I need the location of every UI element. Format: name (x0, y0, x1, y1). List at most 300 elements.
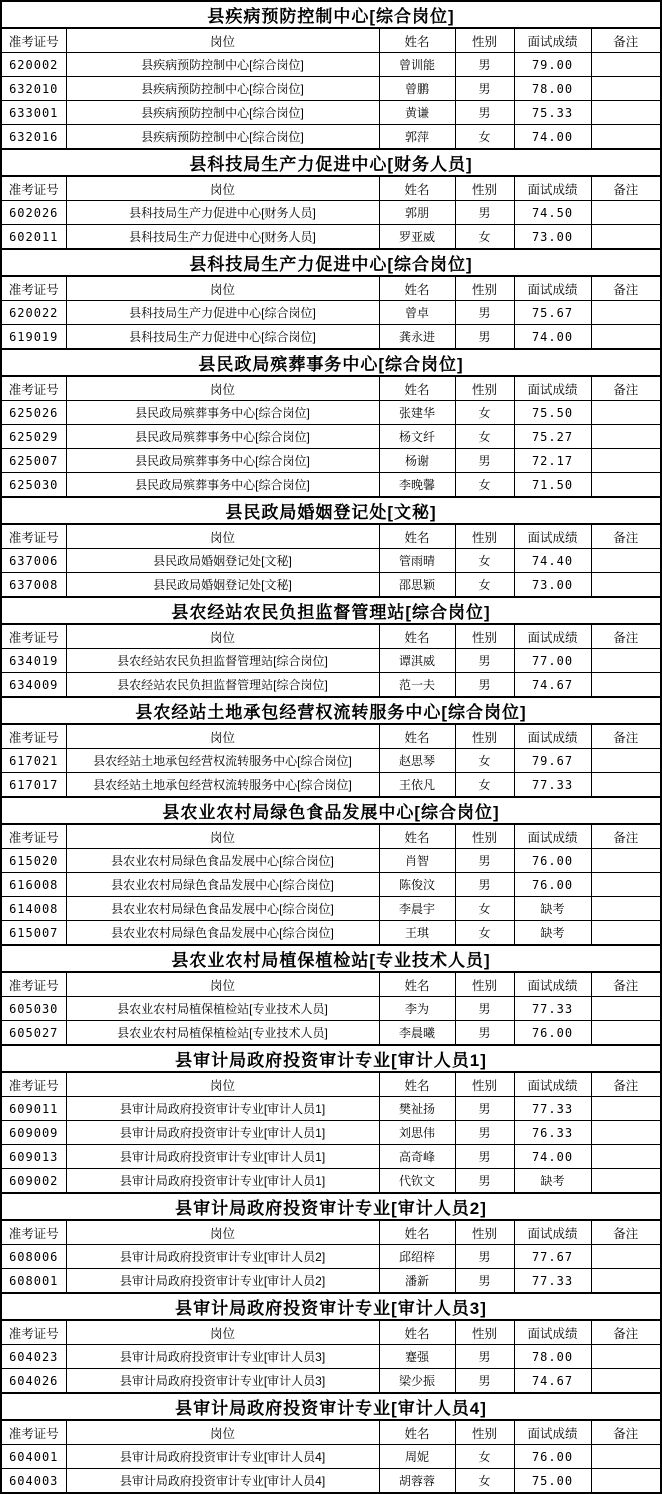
cell-gender: 男 (455, 325, 514, 350)
cell-score: 77.33 (514, 997, 591, 1021)
cell-name: 郭朋 (379, 201, 455, 225)
table-row (1, 1345, 661, 1369)
table-row (1, 301, 661, 325)
column-header-gender: 性别 (455, 276, 514, 301)
column-header-note: 备注 (591, 176, 661, 201)
cell-name: 谭淇威 (379, 649, 455, 673)
cell-name: 李为 (379, 997, 455, 1021)
column-header-note: 备注 (591, 28, 661, 53)
cell-name: 赵思琴 (379, 749, 455, 773)
cell-score: 76.00 (514, 1445, 591, 1469)
cell-note (591, 897, 661, 921)
cell-gender: 女 (455, 225, 514, 250)
cell-score: 74.50 (514, 201, 591, 225)
cell-position: 县民政局殡葬事务中心[综合岗位] (66, 425, 379, 449)
column-header-score: 面试成绩 (514, 1320, 591, 1345)
column-header-gender: 性别 (455, 1072, 514, 1097)
table-row (1, 77, 661, 101)
cell-name: 樊祉扬 (379, 1097, 455, 1121)
column-header-name: 姓名 (379, 1420, 455, 1445)
cell-name: 潘新 (379, 1269, 455, 1294)
cell-position: 县审计局政府投资审计专业[审计人员3] (66, 1369, 379, 1394)
cell-position: 县农业农村局绿色食品发展中心[综合岗位] (66, 921, 379, 946)
column-header-name: 姓名 (379, 28, 455, 53)
table-row (1, 1145, 661, 1169)
column-header-id: 准考证号 (1, 1072, 66, 1097)
cell-gender: 男 (455, 201, 514, 225)
cell-name: 曾鹏 (379, 77, 455, 101)
cell-name: 黄谦 (379, 101, 455, 125)
cell-score: 75.27 (514, 425, 591, 449)
column-header-position: 岗位 (66, 1072, 379, 1097)
cell-note (591, 773, 661, 798)
cell-name: 范一夫 (379, 673, 455, 698)
section-title: 县科技局生产力促进中心[财务人员] (1, 149, 661, 176)
cell-id: 609002 (1, 1169, 66, 1194)
cell-gender: 女 (455, 125, 514, 150)
column-header-note: 备注 (591, 1072, 661, 1097)
cell-position: 县农业农村局绿色食品发展中心[综合岗位] (66, 873, 379, 897)
column-header-id: 准考证号 (1, 1420, 66, 1445)
cell-position: 县审计局政府投资审计专业[审计人员1] (66, 1097, 379, 1121)
cell-position: 县疾病预防控制中心[综合岗位] (66, 77, 379, 101)
table-row (1, 425, 661, 449)
column-header-name: 姓名 (379, 376, 455, 401)
table-row (1, 673, 661, 698)
cell-gender: 女 (455, 425, 514, 449)
table-row (1, 225, 661, 250)
cell-id: 615020 (1, 849, 66, 873)
column-header-position: 岗位 (66, 724, 379, 749)
section-title: 县审计局政府投资审计专业[审计人员2] (1, 1193, 661, 1220)
cell-gender: 女 (455, 749, 514, 773)
column-header-score: 面试成绩 (514, 1420, 591, 1445)
table-row (1, 325, 661, 350)
column-header-gender: 性别 (455, 176, 514, 201)
column-header-note: 备注 (591, 524, 661, 549)
cell-note (591, 401, 661, 425)
cell-score: 75.50 (514, 401, 591, 425)
cell-position: 县科技局生产力促进中心[综合岗位] (66, 301, 379, 325)
column-header-id: 准考证号 (1, 624, 66, 649)
cell-name: 杨文纤 (379, 425, 455, 449)
cell-position: 县民政局婚姻登记处[文秘] (66, 573, 379, 598)
section-title: 县农经站农民负担监督管理站[综合岗位] (1, 597, 661, 624)
cell-gender: 男 (455, 849, 514, 873)
cell-note (591, 873, 661, 897)
cell-gender: 男 (455, 77, 514, 101)
cell-score: 72.17 (514, 449, 591, 473)
cell-score: 79.67 (514, 749, 591, 773)
column-header-note: 备注 (591, 624, 661, 649)
cell-position: 县农经站土地承包经营权流转服务中心[综合岗位] (66, 773, 379, 798)
cell-name: 陈俊汶 (379, 873, 455, 897)
cell-name: 代钦文 (379, 1169, 455, 1194)
cell-gender: 女 (455, 773, 514, 798)
cell-note (591, 53, 661, 77)
column-header-note: 备注 (591, 972, 661, 997)
cell-id: 602011 (1, 225, 66, 250)
column-header-note: 备注 (591, 824, 661, 849)
column-header-note: 备注 (591, 376, 661, 401)
cell-id: 614008 (1, 897, 66, 921)
cell-position: 县科技局生产力促进中心[财务人员] (66, 225, 379, 250)
column-header-score: 面试成绩 (514, 972, 591, 997)
cell-gender: 女 (455, 1469, 514, 1494)
cell-id: 633001 (1, 101, 66, 125)
cell-id: 619019 (1, 325, 66, 350)
cell-position: 县农业农村局绿色食品发展中心[综合岗位] (66, 897, 379, 921)
cell-name: 周妮 (379, 1445, 455, 1469)
cell-gender: 女 (455, 573, 514, 598)
cell-name: 邱绍梓 (379, 1245, 455, 1269)
cell-id: 625026 (1, 401, 66, 425)
cell-id: 608001 (1, 1269, 66, 1294)
column-header-id: 准考证号 (1, 1320, 66, 1345)
cell-score: 76.00 (514, 873, 591, 897)
cell-score: 73.00 (514, 573, 591, 598)
cell-gender: 男 (455, 1345, 514, 1369)
column-header-note: 备注 (591, 1220, 661, 1245)
column-header-name: 姓名 (379, 972, 455, 997)
cell-note (591, 1369, 661, 1394)
cell-score: 77.33 (514, 773, 591, 798)
cell-note (591, 1445, 661, 1469)
column-header-score: 面试成绩 (514, 624, 591, 649)
cell-id: 625029 (1, 425, 66, 449)
column-header-position: 岗位 (66, 28, 379, 53)
cell-gender: 男 (455, 1121, 514, 1145)
cell-score: 78.00 (514, 1345, 591, 1369)
column-header-name: 姓名 (379, 1320, 455, 1345)
cell-note (591, 225, 661, 250)
table-row (1, 1245, 661, 1269)
cell-name: 李晨曦 (379, 1021, 455, 1046)
cell-gender: 男 (455, 1145, 514, 1169)
cell-id: 604026 (1, 1369, 66, 1394)
cell-note (591, 425, 661, 449)
cell-name: 王琪 (379, 921, 455, 946)
column-header-position: 岗位 (66, 1420, 379, 1445)
table-row (1, 201, 661, 225)
cell-note (591, 1145, 661, 1169)
cell-score: 76.00 (514, 849, 591, 873)
section-title: 县民政局婚姻登记处[文秘] (1, 497, 661, 524)
cell-id: 609013 (1, 1145, 66, 1169)
cell-id: 634019 (1, 649, 66, 673)
column-header-note: 备注 (591, 1320, 661, 1345)
cell-position: 县农经站农民负担监督管理站[综合岗位] (66, 673, 379, 698)
cell-score: 77.33 (514, 1269, 591, 1294)
cell-position: 县民政局殡葬事务中心[综合岗位] (66, 449, 379, 473)
cell-note (591, 1121, 661, 1145)
cell-position: 县疾病预防控制中心[综合岗位] (66, 53, 379, 77)
cell-position: 县审计局政府投资审计专业[审计人员4] (66, 1469, 379, 1494)
table-row (1, 773, 661, 798)
table-row (1, 1269, 661, 1294)
cell-note (591, 473, 661, 498)
cell-id: 615007 (1, 921, 66, 946)
cell-id: 616008 (1, 873, 66, 897)
cell-name: 杨谢 (379, 449, 455, 473)
cell-name: 曾训能 (379, 53, 455, 77)
column-header-score: 面试成绩 (514, 176, 591, 201)
column-header-name: 姓名 (379, 1220, 455, 1245)
cell-score: 73.00 (514, 225, 591, 250)
column-header-name: 姓名 (379, 624, 455, 649)
column-header-position: 岗位 (66, 624, 379, 649)
cell-gender: 男 (455, 873, 514, 897)
column-header-id: 准考证号 (1, 1220, 66, 1245)
section-title: 县农业农村局绿色食品发展中心[综合岗位] (1, 797, 661, 824)
column-header-id: 准考证号 (1, 276, 66, 301)
cell-gender: 男 (455, 997, 514, 1021)
cell-note (591, 673, 661, 698)
column-header-gender: 性别 (455, 1420, 514, 1445)
cell-note (591, 301, 661, 325)
column-header-name: 姓名 (379, 1072, 455, 1097)
cell-id: 609009 (1, 1121, 66, 1145)
column-header-id: 准考证号 (1, 28, 66, 53)
cell-score: 75.67 (514, 301, 591, 325)
cell-score: 74.40 (514, 549, 591, 573)
cell-score: 缺考 (514, 1169, 591, 1194)
cell-position: 县民政局殡葬事务中心[综合岗位] (66, 401, 379, 425)
cell-note (591, 997, 661, 1021)
table-row (1, 125, 661, 150)
table-row (1, 1369, 661, 1394)
cell-score: 74.00 (514, 1145, 591, 1169)
table-row (1, 921, 661, 946)
column-header-gender: 性别 (455, 1320, 514, 1345)
cell-name: 肖智 (379, 849, 455, 873)
cell-position: 县农经站土地承包经营权流转服务中心[综合岗位] (66, 749, 379, 773)
cell-id: 634009 (1, 673, 66, 698)
table-row (1, 873, 661, 897)
column-header-id: 准考证号 (1, 824, 66, 849)
cell-gender: 男 (455, 301, 514, 325)
column-header-score: 面试成绩 (514, 376, 591, 401)
table-row (1, 1445, 661, 1469)
cell-note (591, 549, 661, 573)
cell-id: 632016 (1, 125, 66, 150)
cell-name: 胡蓉蓉 (379, 1469, 455, 1494)
cell-score: 74.00 (514, 125, 591, 150)
cell-position: 县审计局政府投资审计专业[审计人员3] (66, 1345, 379, 1369)
column-header-note: 备注 (591, 1420, 661, 1445)
table-row (1, 449, 661, 473)
cell-id: 605030 (1, 997, 66, 1021)
cell-id: 617021 (1, 749, 66, 773)
cell-position: 县民政局婚姻登记处[文秘] (66, 549, 379, 573)
table-row (1, 573, 661, 598)
cell-gender: 女 (455, 1445, 514, 1469)
cell-note (591, 1169, 661, 1194)
column-header-note: 备注 (591, 276, 661, 301)
column-header-gender: 性别 (455, 972, 514, 997)
cell-gender: 男 (455, 1269, 514, 1294)
cell-score: 71.50 (514, 473, 591, 498)
cell-score: 77.33 (514, 1097, 591, 1121)
column-header-id: 准考证号 (1, 724, 66, 749)
column-header-position: 岗位 (66, 1220, 379, 1245)
cell-id: 604001 (1, 1445, 66, 1469)
cell-gender: 男 (455, 449, 514, 473)
cell-note (591, 1269, 661, 1294)
cell-gender: 女 (455, 897, 514, 921)
cell-score: 缺考 (514, 897, 591, 921)
column-header-score: 面试成绩 (514, 524, 591, 549)
cell-name: 李晨宇 (379, 897, 455, 921)
column-header-position: 岗位 (66, 276, 379, 301)
cell-id: 620002 (1, 53, 66, 77)
cell-name: 李晚馨 (379, 473, 455, 498)
table-row (1, 473, 661, 498)
column-header-id: 准考证号 (1, 376, 66, 401)
cell-name: 曾卓 (379, 301, 455, 325)
cell-position: 县农业农村局绿色食品发展中心[综合岗位] (66, 849, 379, 873)
cell-position: 县农业农村局植保植检站[专业技术人员] (66, 1021, 379, 1046)
table-row (1, 1097, 661, 1121)
column-header-gender: 性别 (455, 724, 514, 749)
cell-score: 76.00 (514, 1021, 591, 1046)
cell-score: 缺考 (514, 921, 591, 946)
cell-gender: 男 (455, 673, 514, 698)
column-header-name: 姓名 (379, 176, 455, 201)
cell-gender: 女 (455, 921, 514, 946)
cell-id: 637008 (1, 573, 66, 598)
column-header-position: 岗位 (66, 1320, 379, 1345)
table-row (1, 1169, 661, 1194)
cell-id: 625030 (1, 473, 66, 498)
table-row (1, 649, 661, 673)
cell-id: 609011 (1, 1097, 66, 1121)
cell-gender: 男 (455, 1021, 514, 1046)
cell-note (591, 1097, 661, 1121)
cell-name: 王依凡 (379, 773, 455, 798)
column-header-gender: 性别 (455, 28, 514, 53)
table-row (1, 1021, 661, 1046)
cell-note (591, 77, 661, 101)
cell-gender: 男 (455, 101, 514, 125)
cell-position: 县农业农村局植保植检站[专业技术人员] (66, 997, 379, 1021)
cell-score: 75.33 (514, 101, 591, 125)
column-header-name: 姓名 (379, 276, 455, 301)
column-header-id: 准考证号 (1, 972, 66, 997)
cell-gender: 男 (455, 1245, 514, 1269)
cell-position: 县审计局政府投资审计专业[审计人员1] (66, 1121, 379, 1145)
cell-note (591, 201, 661, 225)
column-header-score: 面试成绩 (514, 1220, 591, 1245)
cell-note (591, 125, 661, 150)
cell-score: 74.67 (514, 1369, 591, 1394)
section-title: 县审计局政府投资审计专业[审计人员3] (1, 1293, 661, 1320)
section-title: 县科技局生产力促进中心[综合岗位] (1, 249, 661, 276)
column-header-position: 岗位 (66, 824, 379, 849)
section-title: 县农经站土地承包经营权流转服务中心[综合岗位] (1, 697, 661, 724)
cell-position: 县农经站农民负担监督管理站[综合岗位] (66, 649, 379, 673)
table-row (1, 1469, 661, 1494)
cell-id: 602026 (1, 201, 66, 225)
cell-score: 77.67 (514, 1245, 591, 1269)
section-title: 县农业农村局植保植检站[专业技术人员] (1, 945, 661, 972)
cell-name: 蹇强 (379, 1345, 455, 1369)
cell-gender: 男 (455, 1097, 514, 1121)
table-row (1, 1121, 661, 1145)
cell-note (591, 849, 661, 873)
cell-position: 县疾病预防控制中心[综合岗位] (66, 125, 379, 150)
cell-score: 78.00 (514, 77, 591, 101)
cell-note (591, 749, 661, 773)
cell-id: 604003 (1, 1469, 66, 1494)
column-header-gender: 性别 (455, 524, 514, 549)
cell-score: 76.33 (514, 1121, 591, 1145)
cell-position: 县审计局政府投资审计专业[审计人员2] (66, 1269, 379, 1294)
cell-score: 74.00 (514, 325, 591, 350)
column-header-gender: 性别 (455, 376, 514, 401)
table-row (1, 53, 661, 77)
column-header-position: 岗位 (66, 376, 379, 401)
cell-name: 邵思颖 (379, 573, 455, 598)
section-title: 县审计局政府投资审计专业[审计人员4] (1, 1393, 661, 1420)
cell-position: 县审计局政府投资审计专业[审计人员4] (66, 1445, 379, 1469)
column-header-score: 面试成绩 (514, 276, 591, 301)
cell-gender: 女 (455, 401, 514, 425)
table-row (1, 749, 661, 773)
cell-id: 608006 (1, 1245, 66, 1269)
cell-note (591, 1021, 661, 1046)
cell-name: 管雨晴 (379, 549, 455, 573)
cell-position: 县疾病预防控制中心[综合岗位] (66, 101, 379, 125)
column-header-score: 面试成绩 (514, 724, 591, 749)
section-title: 县民政局殡葬事务中心[综合岗位] (1, 349, 661, 376)
cell-name: 罗亚威 (379, 225, 455, 250)
table-row (1, 997, 661, 1021)
column-header-gender: 性别 (455, 624, 514, 649)
cell-id: 632010 (1, 77, 66, 101)
cell-note (591, 573, 661, 598)
cell-name: 龚永进 (379, 325, 455, 350)
cell-note (591, 921, 661, 946)
column-header-name: 姓名 (379, 524, 455, 549)
cell-id: 637006 (1, 549, 66, 573)
section-title: 县审计局政府投资审计专业[审计人员1] (1, 1045, 661, 1072)
section-title: 县疾病预防控制中心[综合岗位] (1, 1, 661, 28)
cell-id: 617017 (1, 773, 66, 798)
table-row (1, 549, 661, 573)
cell-name: 高奇峰 (379, 1145, 455, 1169)
cell-gender: 男 (455, 53, 514, 77)
cell-gender: 女 (455, 473, 514, 498)
column-header-id: 准考证号 (1, 176, 66, 201)
table-row (1, 897, 661, 921)
cell-note (591, 1345, 661, 1369)
cell-position: 县科技局生产力促进中心[财务人员] (66, 201, 379, 225)
column-header-name: 姓名 (379, 724, 455, 749)
cell-note (591, 649, 661, 673)
cell-position: 县科技局生产力促进中心[综合岗位] (66, 325, 379, 350)
table-row (1, 849, 661, 873)
cell-gender: 男 (455, 649, 514, 673)
cell-name: 张建华 (379, 401, 455, 425)
column-header-gender: 性别 (455, 1220, 514, 1245)
cell-note (591, 1245, 661, 1269)
cell-score: 74.67 (514, 673, 591, 698)
cell-note (591, 101, 661, 125)
cell-score: 79.00 (514, 53, 591, 77)
column-header-name: 姓名 (379, 824, 455, 849)
column-header-score: 面试成绩 (514, 28, 591, 53)
